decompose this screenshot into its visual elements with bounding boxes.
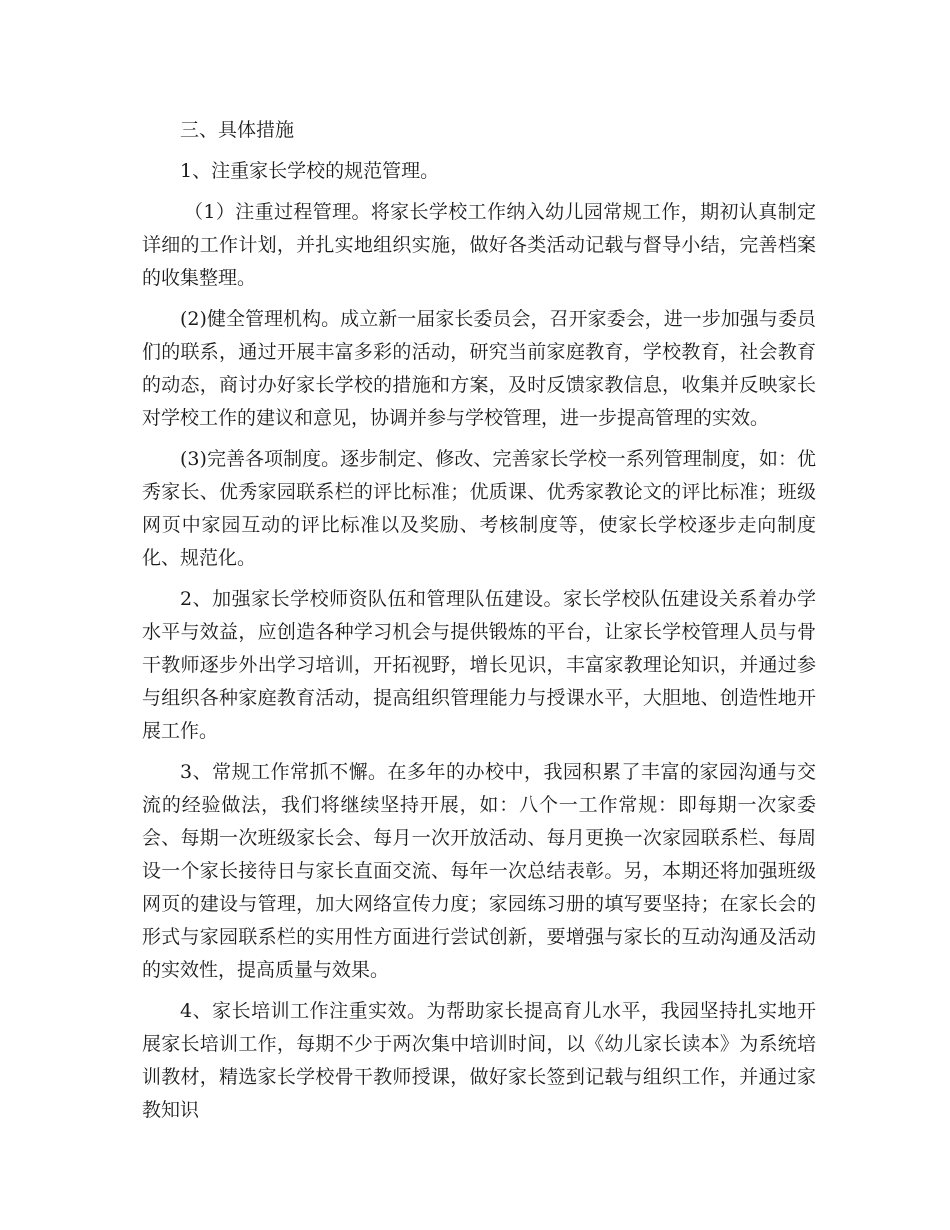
document-body [142,114,816,1135]
paragraph-1-1: （1）注重过程管理。将家长学校工作纳入幼儿园常规工作，期初认真制定详细的工作计划，并扎实地组织实施，做好各类活动记载与督导小结，完善档案的收集整理。 [142,201,816,289]
paragraph-1-3: (3)完善各项制度。逐步制定、修改、完善家长学校一系列管理制度，如：优秀家长、优秀家园联系栏的评比标准；优质课、优秀家教论文的评比标准；班级网页中家园互动的评比标准以及奖励、考核制度等，使家长学校逐步走向制度化、规范化。 [142,448,816,569]
paragraph-2: 2、加强家长学校师资队伍和管理队伍建设。家长学校队伍建设关系着办学水平与效益，应创造各种学习机会与提供锻炼的平台，让家长学校管理人员与骨干教师逐步外出学习培训，开拓视野，增长见识，丰富家教理论知识，并通过参与组织各种家庭教育活动，提高组织管理能力与授课水平，大胆地、创造性地开展工作。 [142,588,816,742]
paragraph-3: 3、常规工作常抓不懈。在多年的办校中，我园积累了丰富的家园沟通与交流的经验做法，我们将继续坚持开展，如：八个一工作常规：即每期一次家委会、每期一次班级家长会、每月一次开放活动、每月更换一次家园联系栏、每周设一个家长接待日与家长直面交流、每年一次总结表彰。另，本期还将加强班级网页的建设与管理，加大网络宣传力度；家园练习册的填写要坚持；在家长会的形式与家园联系栏的实用性方面进行尝试创新，要增强与家长的互动沟通及活动的实效性，提高质量与效果。 [142,761,816,981]
paragraph-1: 1、注重家长学校的规范管理。 [180,160,440,182]
paragraph-1-2: (2)健全管理机构。成立新一届家长委员会，召开家委会，进一步加强与委员们的联系，通过开展丰富多彩的活动，研究当前家庭教育，学校教育，社会教育的动态，商讨办好家长学校的措施和方案，及时反馈家教信息，收集并反映家长对学校工作的建议和意见，协调并参与学校管理，进一步提高管理的实效。 [142,308,816,429]
section-heading: 三、具体措施 [180,119,295,141]
paragraph-4: 4、家长培训工作注重实效。为帮助家长提高育儿水平，我园坚持扎实地开展家长培训工作，每期不少于两次集中培训时间，以《幼儿家长读本》为系统培训教材，精选家长学校骨干教师授课，做好家长签到记载与组织工作，并通过家教知识 [142,1000,816,1121]
